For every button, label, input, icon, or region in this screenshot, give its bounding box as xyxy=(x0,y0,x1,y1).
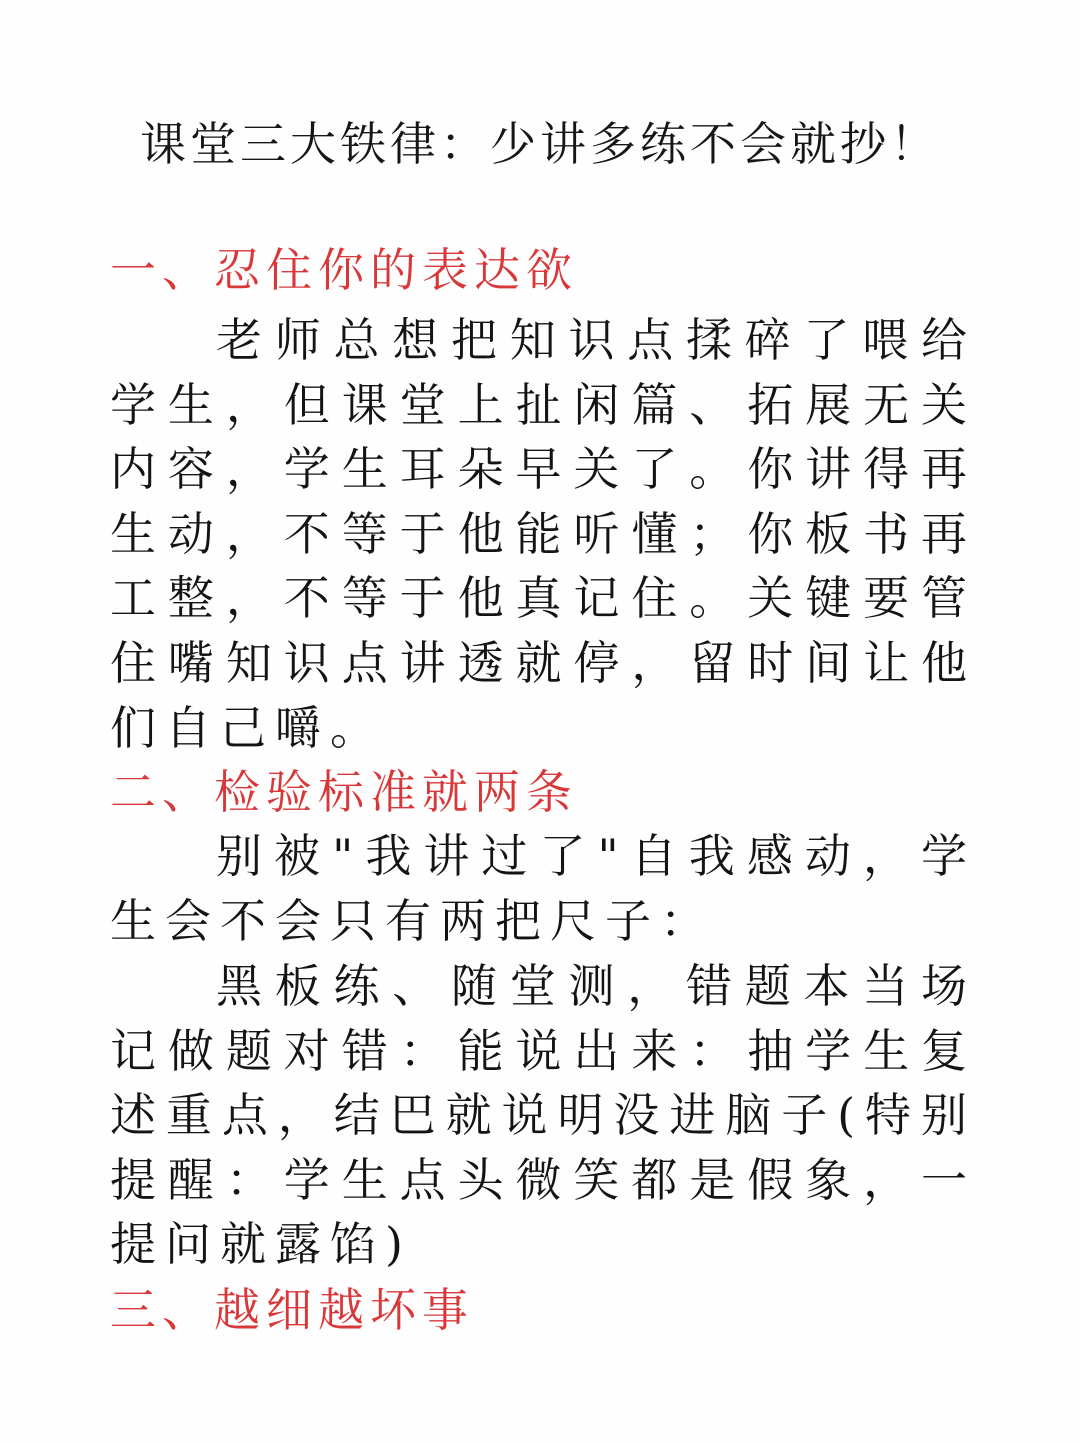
section-1-heading: 一、忍住你的表达欲 xyxy=(110,243,578,297)
page-title: 课堂三大铁律：少讲多练不会就抄！ xyxy=(140,117,940,171)
section-2-paragraph-2: 黑板练、随堂测，错题本当场记做题对错：能说出来：抽学生复述重点，结巴就说明没进脑子(特别提醒：学生点头微笑都是假象，一提问就露馅) xyxy=(110,959,976,1272)
section-2-heading: 二、检验标准就两条 xyxy=(110,765,578,819)
section-2-paragraph-1: 别被"我讲过了"自我感动，学生会不会只有两把尺子： xyxy=(110,829,976,948)
section-3-heading: 三、越细越坏事 xyxy=(110,1283,474,1337)
section-1-paragraph: 老师总想把知识点揉碎了喂给学生，但课堂上扯闲篇、拓展无关内容，学生耳朵早关了。你讲得再生动，不等于他能听懂；你板书再工整，不等于他真记住。关键要管住嘴知识点讲透就停，留时间让他们自己嚼。 xyxy=(110,313,976,755)
